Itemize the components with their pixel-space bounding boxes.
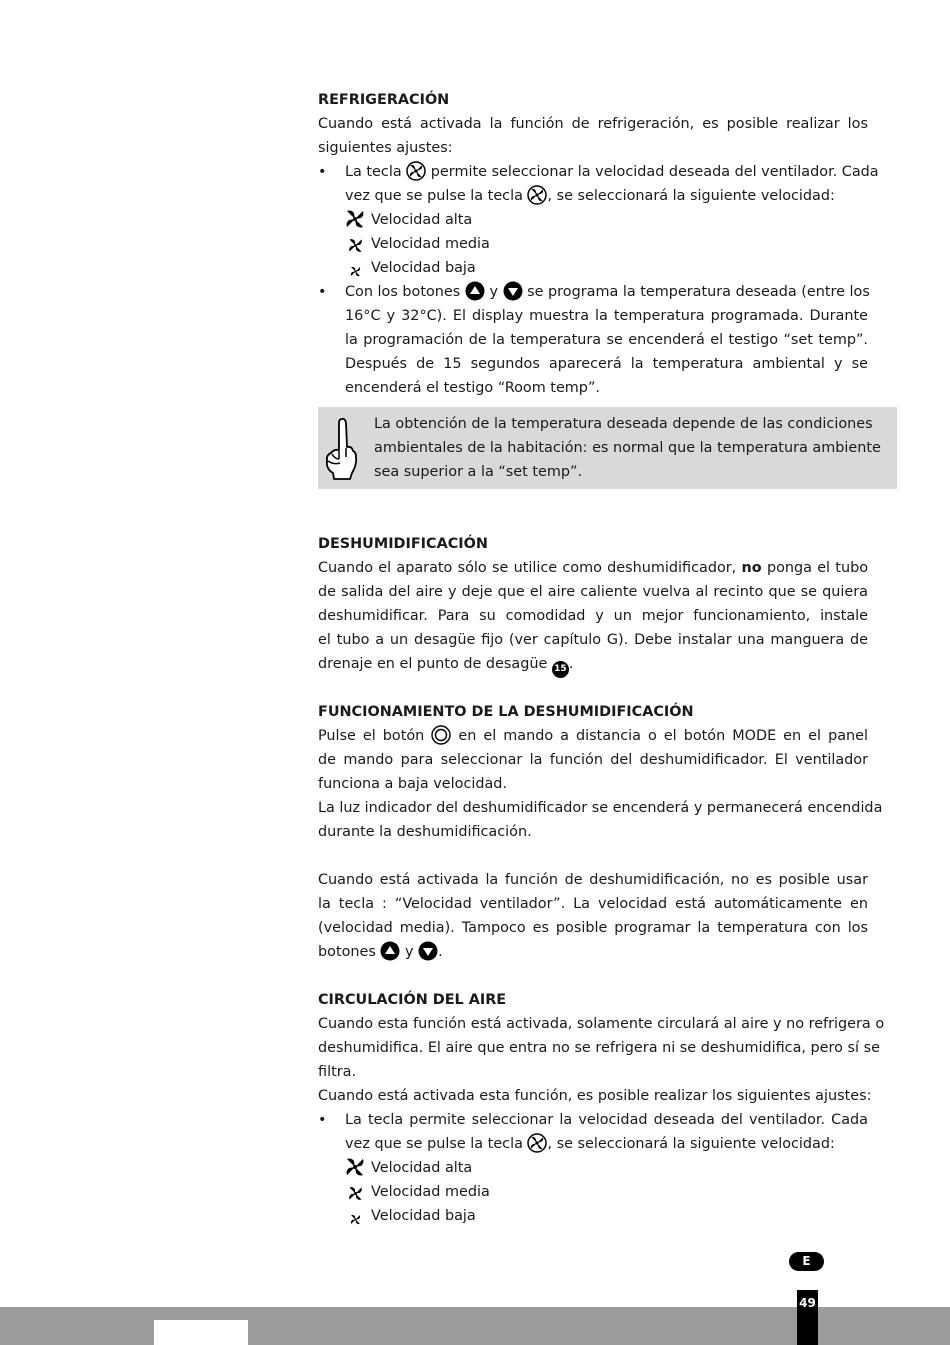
section-heading-deshumidificacion: DESHUMIDIFICACIÓN <box>318 536 488 552</box>
bullet-marker: • <box>318 284 327 300</box>
paragraph-line: Cuando está activada esta función, es posible realizar los siguientes ajustes: <box>318 1088 872 1104</box>
paragraph-line: siguientes ajustes: <box>318 140 453 156</box>
bullet-continuation: Después de 15 segundos aparecerá la temperatura ambiental y se <box>345 356 868 372</box>
bullet-item: • Con los botones y se programa la temperatura deseada (entre los <box>318 280 868 304</box>
paragraph-line: Cuando está activada la función de deshumidificación, no es posible usar <box>318 872 868 888</box>
up-arrow-button-icon <box>380 941 400 961</box>
note-text <box>374 412 881 484</box>
note-line: sea superior a la “set temp”. <box>374 464 583 480</box>
paragraph-line: de salida del aire y deje que el aire caliente vuelva al recinto que se quiera <box>318 584 868 600</box>
paragraph-line: drenaje en el punto de desagüe 15 . <box>318 652 868 676</box>
speed-item-high: Velocidad alta <box>318 1156 868 1180</box>
down-arrow-button-icon <box>503 281 523 301</box>
speed-item-low: Velocidad baja <box>318 1204 868 1228</box>
paragraph-line: de mando para seleccionar la función del deshumidificador. El ventilador <box>318 752 868 768</box>
paragraph-line: Pulse el botón en el mando a distancia o el botón MODE en el panel <box>318 724 868 748</box>
fan-high-icon <box>345 209 365 229</box>
note-box <box>318 407 897 489</box>
section-heading-circulacion: CIRCULACIÓN DEL AIRE <box>318 992 507 1008</box>
paragraph-line: filtra. <box>318 1064 357 1080</box>
pointing-hand-icon <box>322 415 358 481</box>
speed-item-high: Velocidad alta <box>318 208 868 232</box>
speed-item-low: Velocidad baja <box>318 256 868 280</box>
fan-low-icon <box>350 266 361 277</box>
paragraph-line: deshumidificar. Para su comodidad y un mejor funcionamiento, instale <box>318 608 868 624</box>
bullet-item: • La tecla permite seleccionar la velocidad deseada del ventilador. Cada <box>318 1108 868 1132</box>
note-line: La obtención de la temperatura deseada depende de las condiciones <box>374 416 873 432</box>
bullet-continuation: encenderá el testigo “Room temp”. <box>345 380 600 396</box>
bullet-continuation: vez que se pulse la tecla , se seleccionará la siguiente velocidad: <box>318 184 868 208</box>
mode-button-icon <box>431 725 451 745</box>
bullet-marker: • <box>318 1112 327 1128</box>
fan-button-icon <box>527 1133 547 1153</box>
section-heading-refrigeracion: REFRIGERACIÓN <box>318 92 450 108</box>
paragraph-line: deshumidifica. El aire que entra no se refrigera ni se deshumidifica, pero sí se <box>318 1040 880 1056</box>
fan-button-icon <box>527 185 547 205</box>
paragraph-line: el tubo a un desagüe fijo (ver capítulo G). Debe instalar una manguera de <box>318 632 868 648</box>
number-15-badge: 15 <box>552 661 569 678</box>
page-number: 49 <box>797 1290 818 1345</box>
paragraph-line: botones y . <box>318 940 868 964</box>
footer-white-block <box>154 1320 248 1345</box>
paragraph-line: la tecla : “Velocidad ventilador”. La velocidad está automáticamente en <box>318 896 868 912</box>
paragraph-line: (velocidad media). Tampoco es posible programar la temperatura con los <box>318 920 868 936</box>
fan-high-icon <box>345 1157 365 1177</box>
speed-item-medium: Velocidad media <box>318 1180 868 1204</box>
paragraph-line: Cuando está activada la función de refrigeración, es posible realizar los <box>318 116 868 132</box>
paragraph-line: durante la deshumidificación. <box>318 824 532 840</box>
fan-medium-icon <box>348 1186 363 1201</box>
bullet-marker: • <box>318 164 327 180</box>
up-arrow-button-icon <box>465 281 485 301</box>
fan-button-icon <box>406 161 426 181</box>
fan-low-icon <box>350 1214 361 1225</box>
paragraph-line: Cuando esta función está activada, solamente circulará al aire y no refrigera o <box>318 1016 885 1032</box>
section-heading-funcionamiento: FUNCIONAMIENTO DE LA DESHUMIDIFICACIÓN <box>318 704 694 720</box>
paragraph-line: funciona a baja velocidad. <box>318 776 508 792</box>
document-body <box>318 88 885 1228</box>
bullet-item: • La tecla permite seleccionar la velocidad deseada del ventilador. Cada <box>318 160 868 184</box>
fan-medium-icon <box>348 238 363 253</box>
note-line: ambientales de la habitación: es normal que la temperatura ambiente <box>374 440 881 456</box>
down-arrow-button-icon <box>418 941 438 961</box>
language-badge: E <box>789 1252 824 1271</box>
bold-word: no <box>741 560 762 576</box>
paragraph-line: La luz indicador del deshumidificador se encenderá y permanecerá encendida <box>318 800 883 816</box>
speed-item-medium: Velocidad media <box>318 232 868 256</box>
paragraph-line: Cuando el aparato sólo se utilice como deshumidificador, no ponga el tubo <box>318 560 869 576</box>
bullet-continuation: 16°C y 32°C). El display muestra la temperatura programada. Durante <box>345 308 868 324</box>
bullet-continuation: la programación de la temperatura se encenderá el testigo “set temp”. <box>345 332 868 348</box>
bullet-continuation: vez que se pulse la tecla , se seleccionará la siguiente velocidad: <box>318 1132 868 1156</box>
